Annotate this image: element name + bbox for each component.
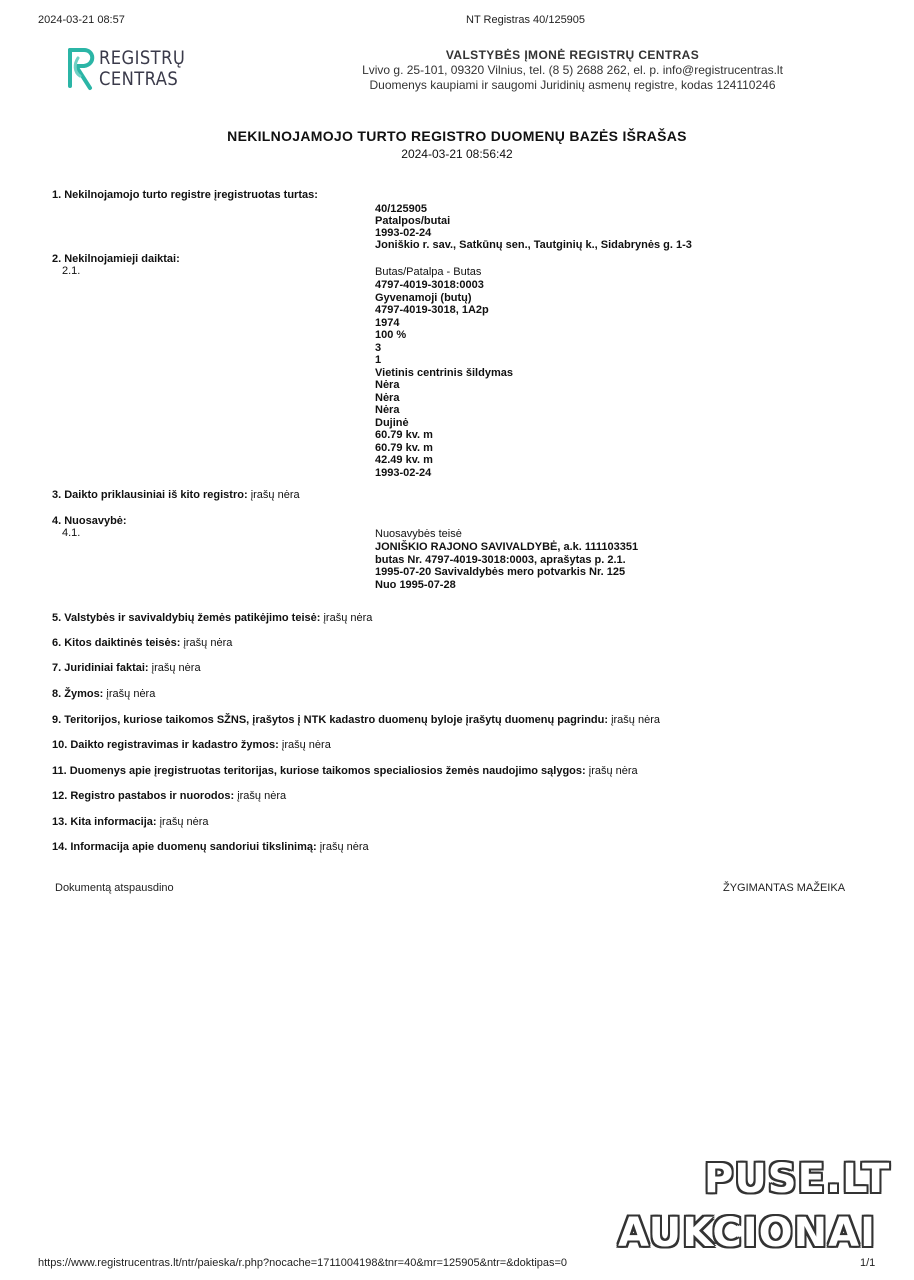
section-4-heading: 4. Nuosavybė: [52, 515, 127, 527]
print-doc-ref: NT Registras 40/125905 [466, 14, 586, 26]
document-timestamp: 2024-03-21 08:56:42 [401, 147, 513, 161]
section-7: 7. Juridiniai faktai: įrašų nėra [52, 662, 201, 674]
section-2-heading: 2. Nekilnojamieji daiktai: [52, 253, 180, 265]
printed-by-name: ŽYGIMANTAS MAŽEIKA [723, 882, 846, 894]
document-title: NEKILNOJAMOJO TURTO REGISTRO DUOMENŲ BAZĖS IŠRAŠAS [227, 128, 687, 144]
section-5: 5. Valstybės ir savivaldybių žemės patikėjimo teisė: įrašų nėra [52, 612, 373, 624]
logo-wordmark [99, 48, 185, 90]
print-datetime: 2024-03-21 08:57 [38, 14, 125, 26]
organization-name: VALSTYBĖS ĮMONĖ REGISTRŲ CENTRAS [445, 48, 700, 62]
section-6: 6. Kitos daiktinės teisės: įrašų nėra [52, 637, 233, 649]
print-page-number: 1/1 [860, 1257, 876, 1269]
section-1-heading: 1. Nekilnojamojo turto registre įregistruotas turtas: [52, 189, 318, 201]
section-13: 13. Kita informacija: įrašų nėra [52, 816, 209, 828]
section-12: 12. Registro pastabos ir nuorodos: įrašų nėra [52, 790, 287, 802]
section-10: 10. Daikto registravimas ir kadastro žymos: įrašų nėra [52, 739, 331, 751]
section-3-heading: 3. Daikto priklausiniai iš kito registro: [52, 489, 248, 501]
section-2-item-no: 2.1. [62, 265, 81, 277]
logo-line-2: CENTRAS [99, 68, 179, 90]
registru-centras-logo [66, 44, 206, 96]
watermark-line-2: AUKCIONAI [618, 1210, 876, 1256]
section-14: 14. Informacija apie duomenų sandoriui tikslinimą: įrašų nėra [52, 841, 369, 853]
logo-line-1: REGISTRŲ [99, 47, 186, 69]
section-11: 11. Duomenys apie įregistruotas teritorijas, kuriose taikomos specialiosios žemės naudojimo sąlygos: įrašų nėra [52, 765, 638, 777]
section-4-fields: JONIŠKIO RAJONO SAVIVALDYBĖ, a.k. 111103351 butas Nr. 4797-4019-3018:0003, aprašytas p. 2.1. 1995-07-20 Savivaldybės mero potvarkis Nr. 125 Nuo 1995-07-28 [375, 541, 639, 591]
section-3 [52, 489, 300, 502]
section-3-value: įrašų nėra [250, 489, 300, 501]
organization-address: Lvivo g. 25-101, 09320 Vilnius, tel. (8 5) 2688 262, el. p. info@registrucentras.lt [362, 63, 783, 77]
organization-registry: Duomenys kaupiami ir saugomi Juridinių asmenų registre, kodas 124110246 [369, 78, 776, 92]
section-1-fields: 40/125905 Patalpos/butai 1993-02-24 Joniškio r. sav., Satkūnų sen., Tautginių k., Sidabrynės g. 1-3 [375, 203, 692, 251]
section-2-fields: 4797-4019-3018:0003 Gyvenamoji (butų) 4797-4019-3018, 1A2p 1974 100 % 3 1 Vietinis centrinis šildymas Nėra Nėra Nėra Dujinė 60.79 kv. m 60.79 kv. m 42.49 kv. m 1993-02-24 [375, 279, 513, 479]
section-2-item-title: Butas/Patalpa - Butas [375, 266, 482, 278]
printed-by-label: Dokumentą atspausdino [55, 882, 174, 894]
watermark-line-1: PUSE.LT [704, 1156, 891, 1202]
section-4-item-no: 4.1. [62, 527, 81, 539]
print-url: https://www.registrucentras.lt/ntr/paieska/r.php?nocache=1711004198&tnr=40&mr=125905&ntr=&doktipas=0 [38, 1257, 568, 1269]
section-8: 8. Žymos: įrašų nėra [52, 688, 156, 700]
logo-mark-icon [66, 44, 100, 94]
section-9: 9. Teritorijos, kuriose taikomos SŽNS, įrašytos į NTK kadastro duomenų byloje įrašytų duomenų pagrindu: įrašų nėra [52, 714, 660, 726]
section-4-item-title: Nuosavybės teisė [375, 528, 462, 540]
